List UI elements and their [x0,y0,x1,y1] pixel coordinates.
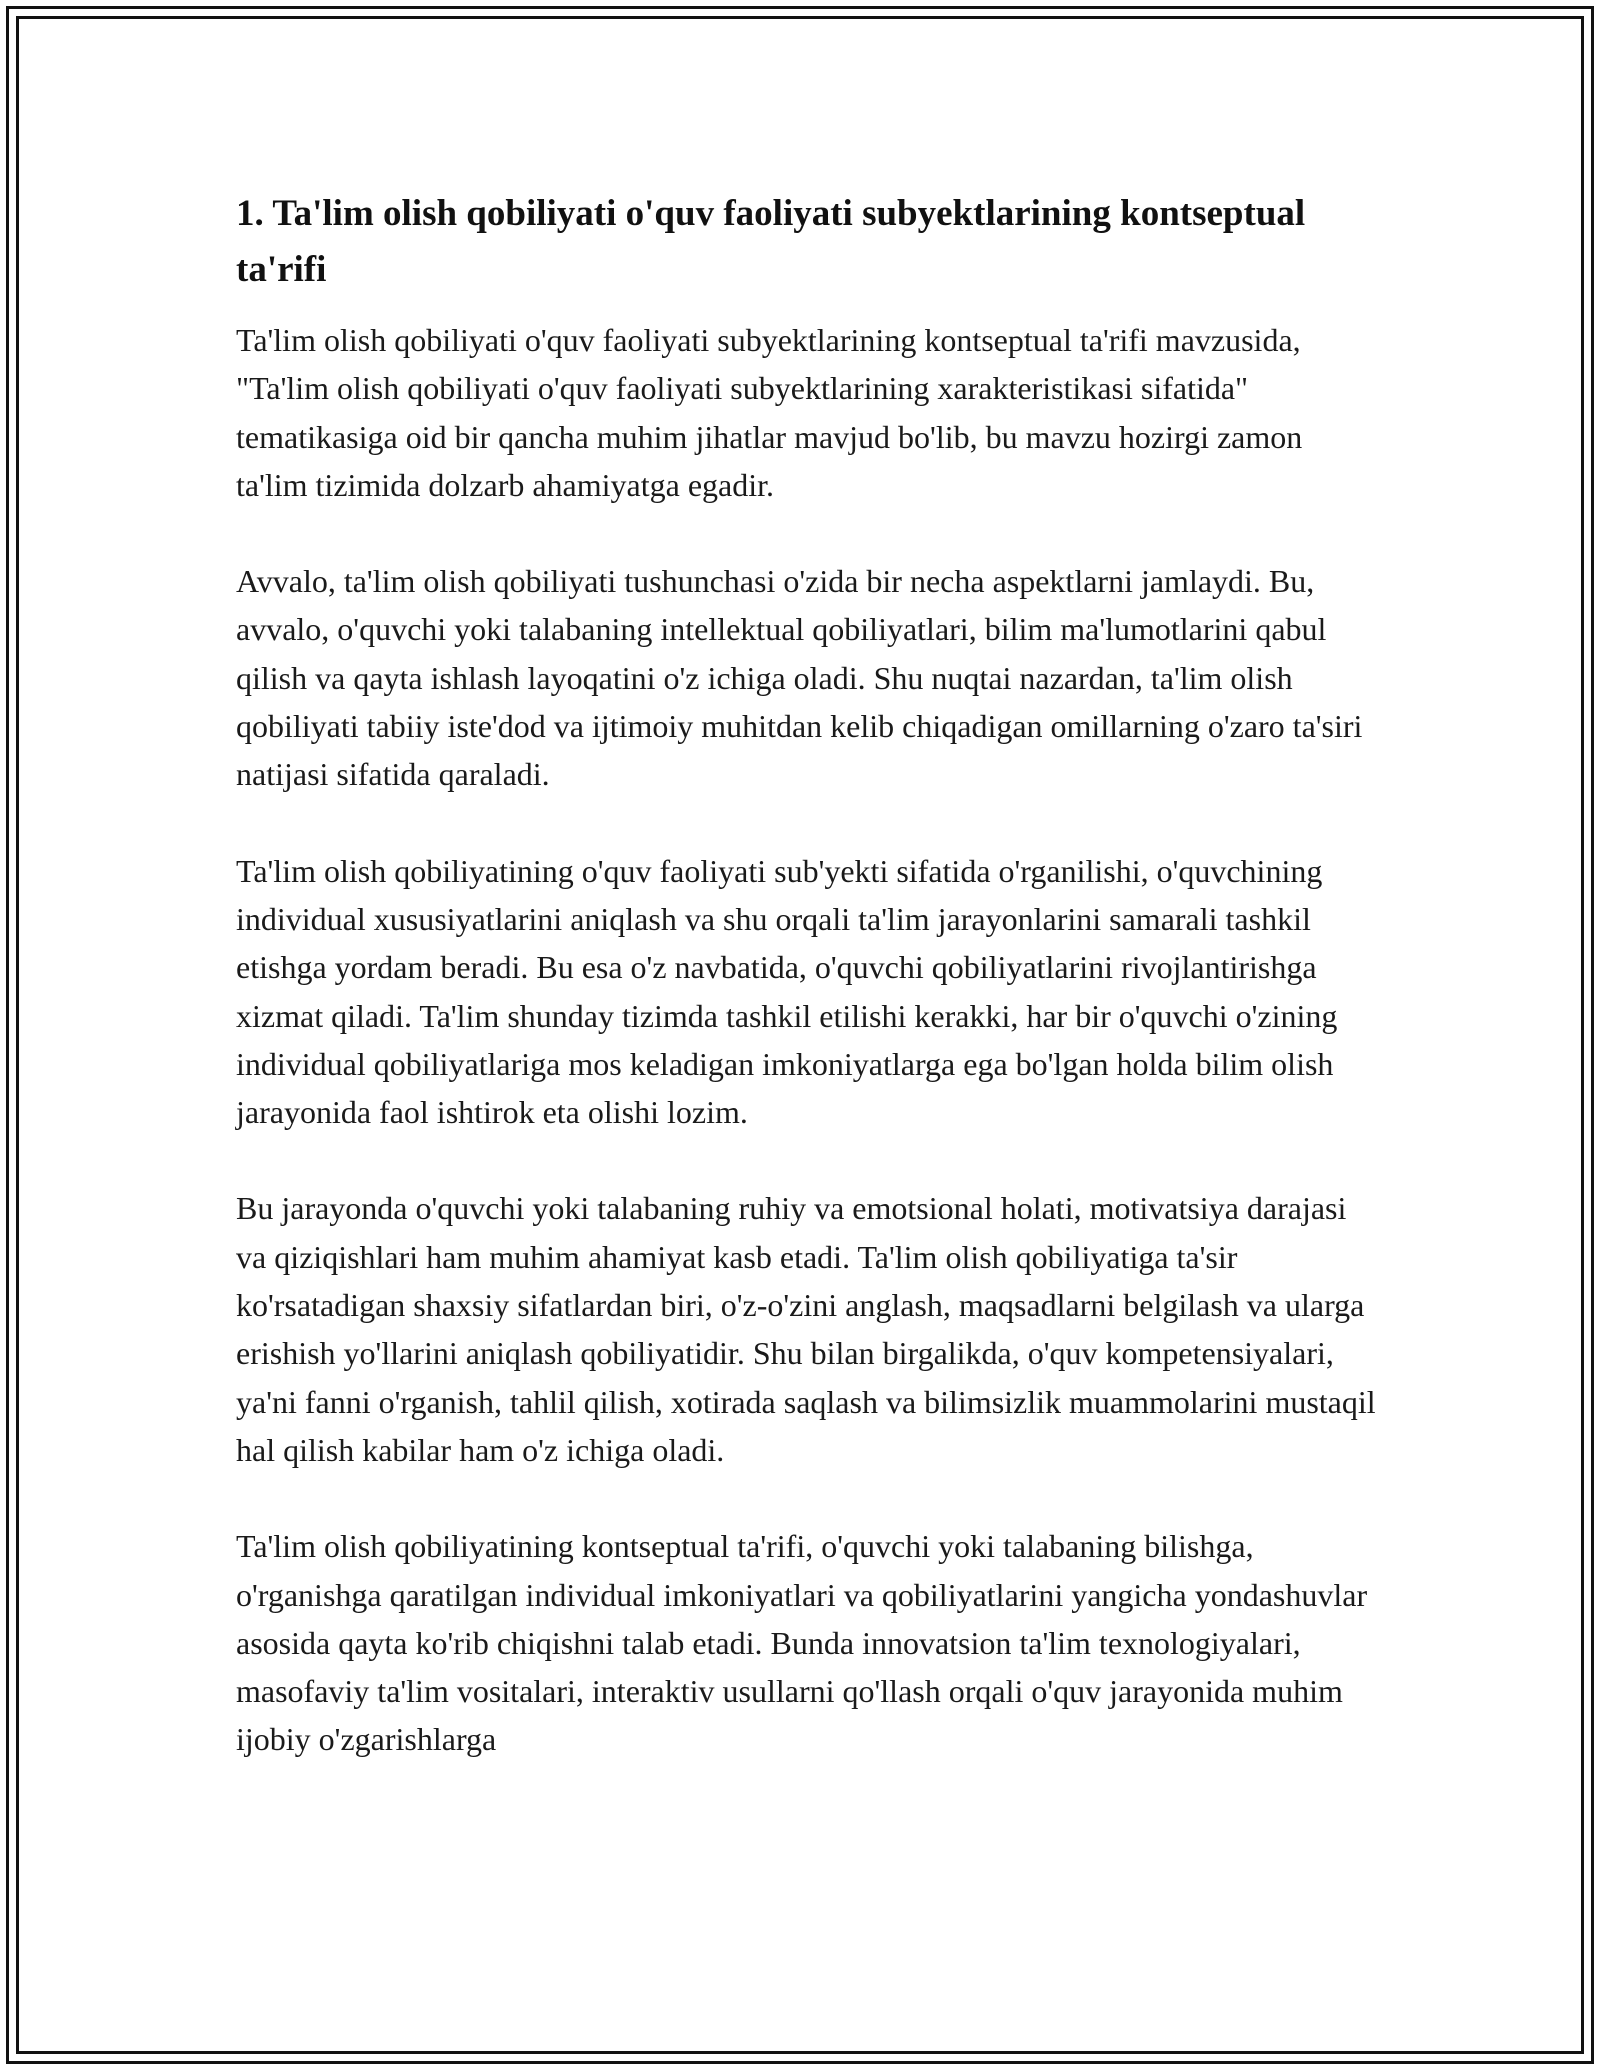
paragraph-4: Bu jarayonda o'quvchi yoki talabaning ruhiy va emotsional holati, motivatsiya darajasi va qiziqishlari ham muhim ahamiyat kasb etadi. Ta'lim olish qobiliyatiga ta'sir ko'rsatadigan shaxsiy sifatlardan biri, o'z-o'zini anglash, maqsadlarni belgilash va ularga erishish yo'llarini aniqlash qobiliyatidir. Shu bilan birgalikda, o'quv kompetensiyalari, ya'ni fanni o'rganish, tahlil qilish, xotirada saqlash va bilimsizlik muammolarini mustaqil hal qilish kabilar ham o'z ichiga oladi. [236,1190,1376,1468]
paragraph-5: Ta'lim olish qobiliyatining kontseptual ta'rifi, o'quvchi yoki talabaning bilishga, o'rganishga qaratilgan individual imkoniyatlari va qobiliyatlarini yangicha yondashuvlar asosida qayta ko'rib chiqishni talab etadi. Bunda innovatsion ta'lim texnologiyalari, masofaviy ta'lim vositalari, interaktiv usullarni qo'llash orqali o'quv jarayonida muhim ijobiy o'zgarishlarga [236,1528,1368,1758]
paragraph-3: Ta'lim olish qobiliyatining o'quv faoliyati sub'yekti sifatida o'rganilishi, o'quvchining individual xususiyatlarini aniqlash va shu orqali ta'lim jarayonlarini samarali tashkil etishga yordam beradi. Bu esa o'z navbatida, o'quvchi qobiliyatlarini rivojlantirishga xizmat qiladi. Ta'lim shunday tizimda tashkil etilishi kerakki, har bir o'quvchi o'zining individual qobiliyatlariga mos keladigan imkoniyatlarga ega bo'lgan holda bilim olish jarayonida faol ishtirok eta olishi lozim. [236,852,1338,1131]
paragraph-1: Ta'lim olish qobiliyati o'quv faoliyati subyektlarining kontseptual ta'rifi mavzusida, "Ta'lim olish qobiliyati o'quv faoliyati subyektlarining xarakteristikasi sifatida" tematikasiga oid bir qancha muhim jihatlar mavjud bo'lib, bu mavzu hozirgi zamon ta'lim tizimida dolzarb ahamiyatga egadir. [236,322,1303,503]
section-heading: 1. Ta'lim olish qobiliyati o'quv faoliyati subyektlarining kontseptual ta'rifi [236,193,1306,290]
document-body [236,186,1376,1812]
paragraph-2: Avvalo, ta'lim olish qobiliyati tushunchasi o'zida bir necha aspektlarni jamlaydi. Bu, avvalo, o'quvchi yoki talabaning intellektual qobiliyatlari, bilim ma'lumotlarini qabul qilish va qayta ishlash layoqatini o'z ichiga oladi. Shu nuqtai nazardan, ta'lim olish qobiliyati tabiiy iste'dod va ijtimoiy muhitdan kelib chiqadigan omillarning o'zaro ta'siri natijasi sifatida qaraladi. [236,563,1363,793]
